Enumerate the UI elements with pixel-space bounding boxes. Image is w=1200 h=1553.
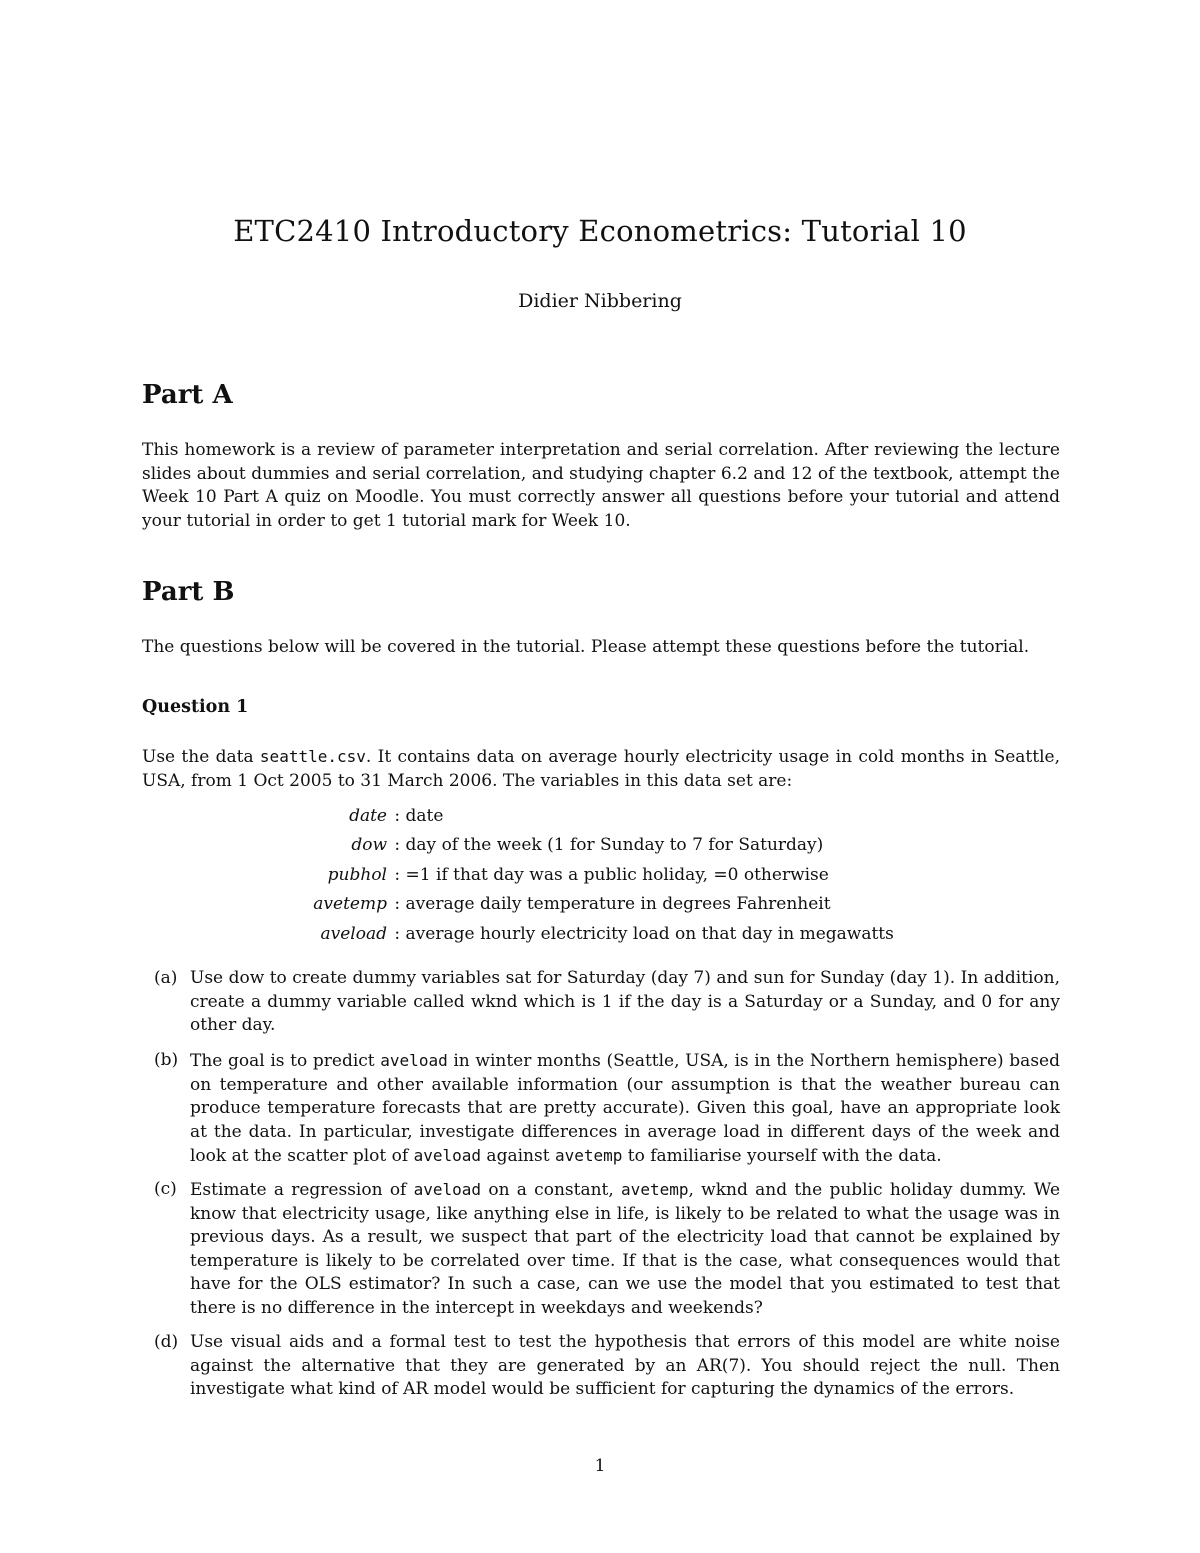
part-b-paragraph: The questions below will be covered in the tutorial. Please attempt these questions before the tutorial. (142, 637, 1030, 657)
part-a-heading: Part A (142, 380, 233, 410)
subpart-label: (c) (154, 1179, 177, 1199)
variable-description: : average hourly electricity load on that day in megawatts (394, 923, 894, 944)
variable-row (142, 802, 1060, 831)
variable-definitions (142, 802, 1060, 949)
dataset-filename: seattle.csv (259, 747, 366, 766)
variable-description: : average daily temperature in degrees Fahrenheit (394, 894, 831, 915)
variable-name: dow (351, 835, 387, 856)
variable-code: aveload (380, 1051, 448, 1070)
document-title: ETC2410 Introductory Econometrics: Tutorial 10 (233, 214, 967, 248)
variable-name: pubhol (327, 864, 387, 885)
page-number: 1 (594, 1456, 606, 1476)
subpart-label: (b) (154, 1050, 179, 1070)
variable-code: avetemp (554, 1146, 623, 1165)
subpart-b (142, 1049, 1060, 1166)
question-1-intro (142, 745, 1060, 793)
variable-description: : day of the week (1 for Sunday to 7 for Saturday) (394, 835, 824, 856)
variable-row (142, 890, 1060, 919)
question-1-heading: Question 1 (142, 697, 249, 717)
subpart-text: in winter months (Seattle, USA, is in the Northern hemisphere) based on temperature and other available information (our assumption is that the weather bureau can produce temperature forecasts that are pretty accurate). Given this goal, have an appropriate look at the data. In particular, investigate differences in average load in different days of the week and look at the scatter plot of (190, 1051, 1060, 1166)
subpart-d (142, 1331, 1060, 1401)
variable-description: : date (394, 806, 444, 826)
subpart-text: against (481, 1146, 555, 1166)
variable-description: : =1 if that day was a public holiday, =0 otherwise (394, 864, 829, 885)
subpart-text: Use dow to create dummy variables sat for Saturday (day 7) and sun for Sunday (day 1). In addition, create a dummy variable called wknd which is 1 if the day is a Saturday or a Sunday, and 0 for any other day. (190, 968, 1060, 1035)
subpart-label: (a) (154, 968, 178, 988)
variable-code: avetemp (621, 1180, 689, 1199)
question-1-subparts (142, 967, 1060, 1401)
variable-row (142, 861, 1060, 890)
variable-row (142, 831, 1060, 860)
intro-text-start: Use the data (142, 747, 260, 767)
subpart-text: The goal is to predict (190, 1051, 381, 1071)
subpart-text: to familiarise yourself with the data. (622, 1146, 942, 1166)
subpart-text: on a constant, (481, 1180, 622, 1200)
variable-row (142, 920, 1060, 949)
part-b-heading: Part B (142, 577, 235, 607)
subpart-label: (d) (154, 1332, 179, 1352)
variable-name: aveload (320, 923, 387, 944)
intro-text-end: . It contains data on average hourly electricity usage in cold months in Seattle, USA, from 1 Oct 2005 to 31 March 2006. The variables in this data set are: (142, 747, 1060, 791)
subpart-c (142, 1178, 1060, 1319)
subpart-text: Estimate a regression of (190, 1180, 414, 1200)
variable-code: aveload (413, 1146, 482, 1165)
variable-code: aveload (413, 1180, 482, 1199)
subpart-text: Use visual aids and a formal test to test the hypothesis that errors of this model are white noise against the alternative that they are generated by an AR(7). You should reject the null. Then investigate what kind of AR model would be sufficient for capturing the dynamics of the errors. (190, 1332, 1060, 1399)
subpart-a (142, 967, 1060, 1037)
variable-name: date (349, 806, 387, 826)
variable-name: avetemp (313, 894, 387, 915)
part-a-paragraph: This homework is a review of parameter interpretation and serial correlation. After reviewing the lecture slides about dummies and serial correlation, and studying chapter 6.2 and 12 of the textbook, attempt the Week 10 Part A quiz on Moodle. You must correctly answer all questions before your tutorial and attend your tutorial in order to get 1 tutorial mark for Week 10. (142, 440, 1060, 531)
subpart-text: , wknd and the public holiday dummy. We know that electricity usage, like anything else in life, is likely to be related to what the usage was in previous days. As a result, we suspect that part of the electricity load that cannot be explained by temperature is likely to be correlated over time. If that is the case, what consequences would that have for the OLS estimator? In such a case, can we use the model that you estimated to test that there is no difference in the intercept in weekdays and weekends? (190, 1180, 1061, 1318)
author-name: Didier Nibbering (518, 290, 682, 312)
